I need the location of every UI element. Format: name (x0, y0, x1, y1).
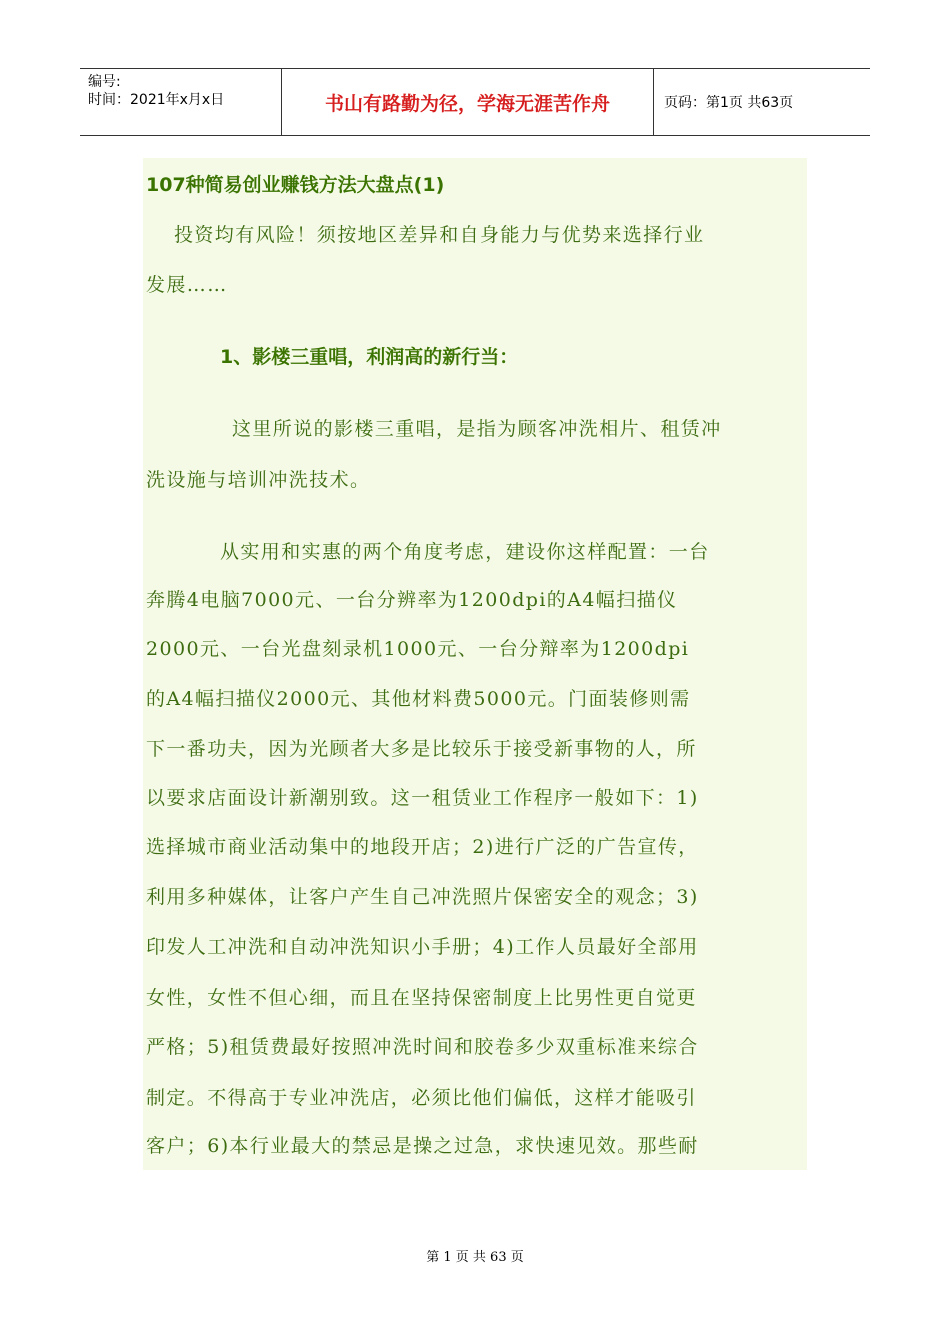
paragraph-line: 的A4幅扫描仪2000元、其他材料费5000元。门面装修则需 (146, 688, 691, 710)
paragraph-line: 印发人工冲洗和自动冲洗知识小手册；4)工作人员最好全部用 (146, 936, 699, 958)
paragraph-line: 洗设施与培训冲洗技术。 (146, 469, 371, 491)
paragraph-line: 选择城市商业活动集中的地段开店；2)进行广泛的广告宣传， (146, 836, 699, 858)
article-title: 107种简易创业赚钱方法大盘点(1) (146, 174, 445, 196)
paragraph-line: 2000元、一台光盘刻录机1000元、一台分辩率为1200dpi (146, 638, 690, 660)
header-page-info: 页码：第1页 共63页 (664, 95, 794, 111)
paragraph-line: 奔腾4电脑7000元、一台分辨率为1200dpi的A4幅扫描仪 (146, 589, 678, 611)
intro-line: 投资均有风险！须按地区差异和自身能力与优势来选择行业 (174, 224, 705, 246)
section-heading: 1、影楼三重唱，利润高的新行当： (220, 346, 519, 368)
time-label: 时间：2021年x月x日 (88, 92, 225, 108)
paragraph-line: 下一番功夫，因为光顾者大多是比较乐于接受新事物的人，所 (146, 738, 697, 760)
paragraph-line: 利用多种媒体，让客户产生自己冲洗照片保密安全的观念；3) (146, 886, 699, 908)
intro-line: 发展…… (146, 274, 228, 296)
paragraph-line: 制定。不得高于专业冲洗店，必须比他们偏低，这样才能吸引 (146, 1087, 697, 1109)
page-header (80, 68, 870, 136)
paragraph-line: 严格；5)租赁费最好按照冲洗时间和胶卷多少双重标准来综合 (146, 1036, 699, 1058)
paragraph-line: 客户；6)本行业最大的禁忌是操之过急，求快速见效。那些耐 (146, 1135, 699, 1157)
paragraph-line: 这里所说的影楼三重唱，是指为顾客冲洗相片、租赁冲 (232, 418, 722, 440)
paragraph-line: 从实用和实惠的两个角度考虑，建设你这样配置：一台 (220, 541, 710, 563)
header-meta (80, 69, 282, 135)
content-area (143, 158, 807, 1170)
number-label: 编号: (88, 74, 121, 90)
header-motto: 书山有路勤为径，学海无涯苦作舟 (282, 69, 654, 135)
page-footer: 第 1 页 共 63 页 (426, 1250, 524, 1265)
paragraph-line: 女性，女性不但心细，而且在坚持保密制度上比男性更自觉更 (146, 987, 697, 1009)
paragraph-line: 以要求店面设计新潮别致。这一租赁业工作程序一般如下：1) (146, 787, 699, 809)
